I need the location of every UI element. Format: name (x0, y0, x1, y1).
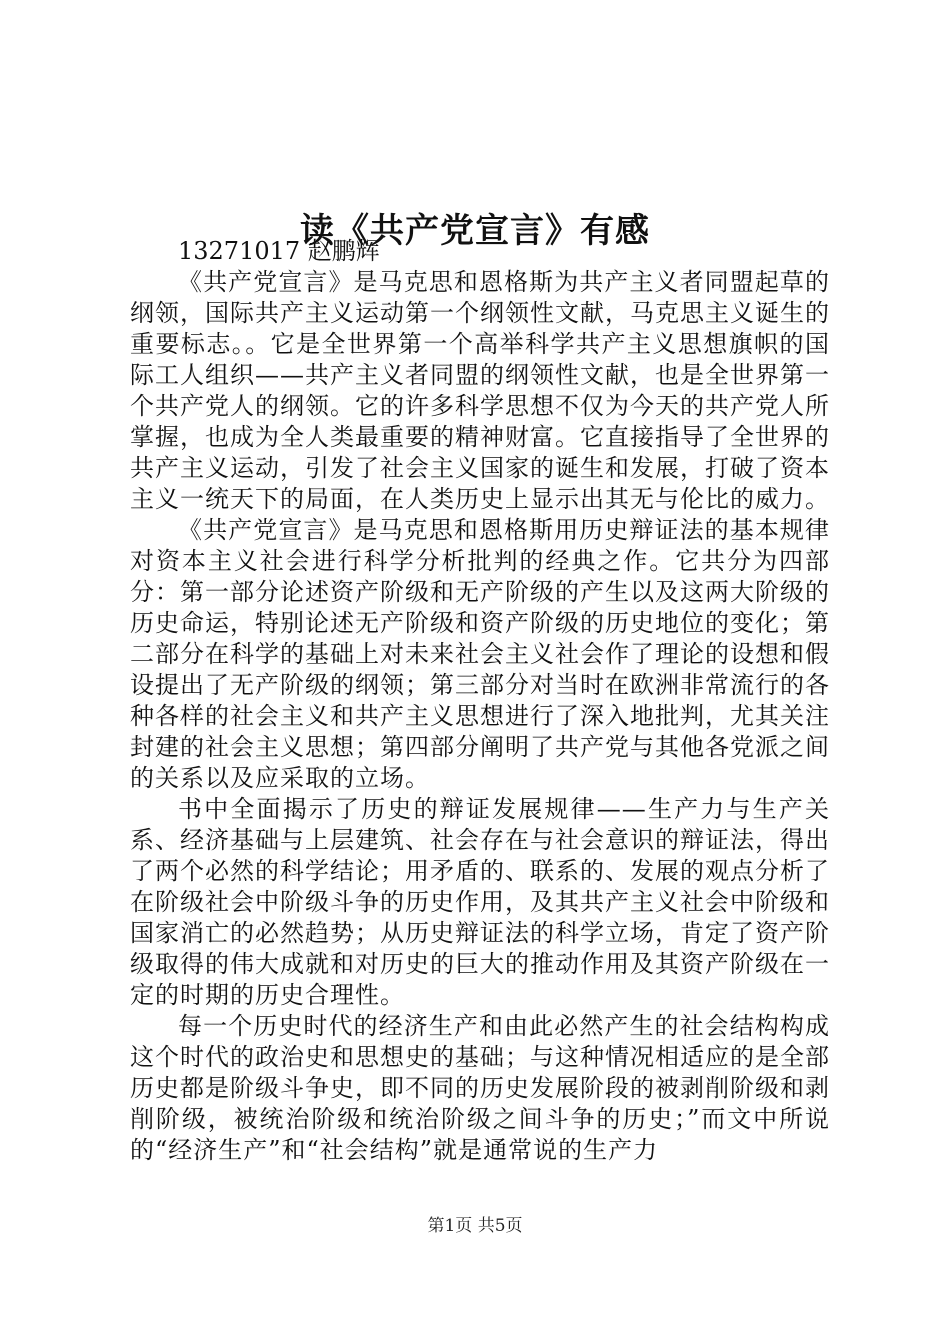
paragraph-1: 《共产党宣言》是马克思和恩格斯为共产主义者同盟起草的纲领，国际共产主义运动第一个纲领性文献，马克思主义诞生的重要标志。。它是全世界第一个高举科学共产主义思想旗帜的国际工人组织——共产主义者同盟的纲领性文献，也是全世界第一个共产党人的纲领。它的许多科学思想不仅为今天的共产党人所掌握，也成为全人类最重要的精神财富。它直接指导了全世界的共产主义运动，引发了社会主义国家的诞生和发展，打破了资本主义一统天下的局面，在人类历史上显示出其无与伦比的威力。 (130, 268, 830, 513)
document-title: 读《共产党宣言》有感 (300, 210, 650, 251)
paragraph-2: 《共产党宣言》是马克思和恩格斯用历史辩证法的基本规律对资本主义社会进行科学分析批判的经典之作。它共分为四部分：第一部分论述资产阶级和无产阶级的产生以及这两大阶级的历史命运，特别论述无产阶级和资产阶级的历史地位的变化；第二部分在科学的基础上对未来社会主义社会作了理论的设想和假设提出了无产阶级的纲领；第三部分对当时在欧洲非常流行的各种各样的社会主义和共产主义思想进行了深入地批判，尤其关注封建的社会主义思想；第四部分阐明了共产党与其他各党派之间的关系以及应采取的立场。 (130, 516, 830, 792)
page-footer: 第1页 共5页 (427, 1216, 523, 1236)
author-line: 13271017 赵鹏辉 (178, 237, 380, 265)
paragraph-4: 每一个历史时代的经济生产和由此必然产生的社会结构构成这个时代的政治史和思想史的基础；与这种情况相适应的是全部历史都是阶级斗争史，即不同的历史发展阶段的被剥削阶级和剥削阶级，被统治阶级和统治阶级之间斗争的历史；”而文中所说的“经济生产”和“社会结构”就是通常说的生产力 (130, 1012, 830, 1164)
paragraph-3: 书中全面揭示了历史的辩证发展规律——生产力与生产关系、经济基础与上层建筑、社会存在与社会意识的辩证法，得出了两个必然的科学结论；用矛盾的、联系的、发展的观点分析了在阶级社会中阶级斗争的历史作用，及其共产主义社会中阶级和国家消亡的必然趋势；从历史辩证法的科学立场，肯定了资产阶级取得的伟大成就和对历史的巨大的推动作用及其资产阶级在一定的时期的历史合理性。 (130, 795, 830, 1009)
document-body (130, 236, 830, 1166)
